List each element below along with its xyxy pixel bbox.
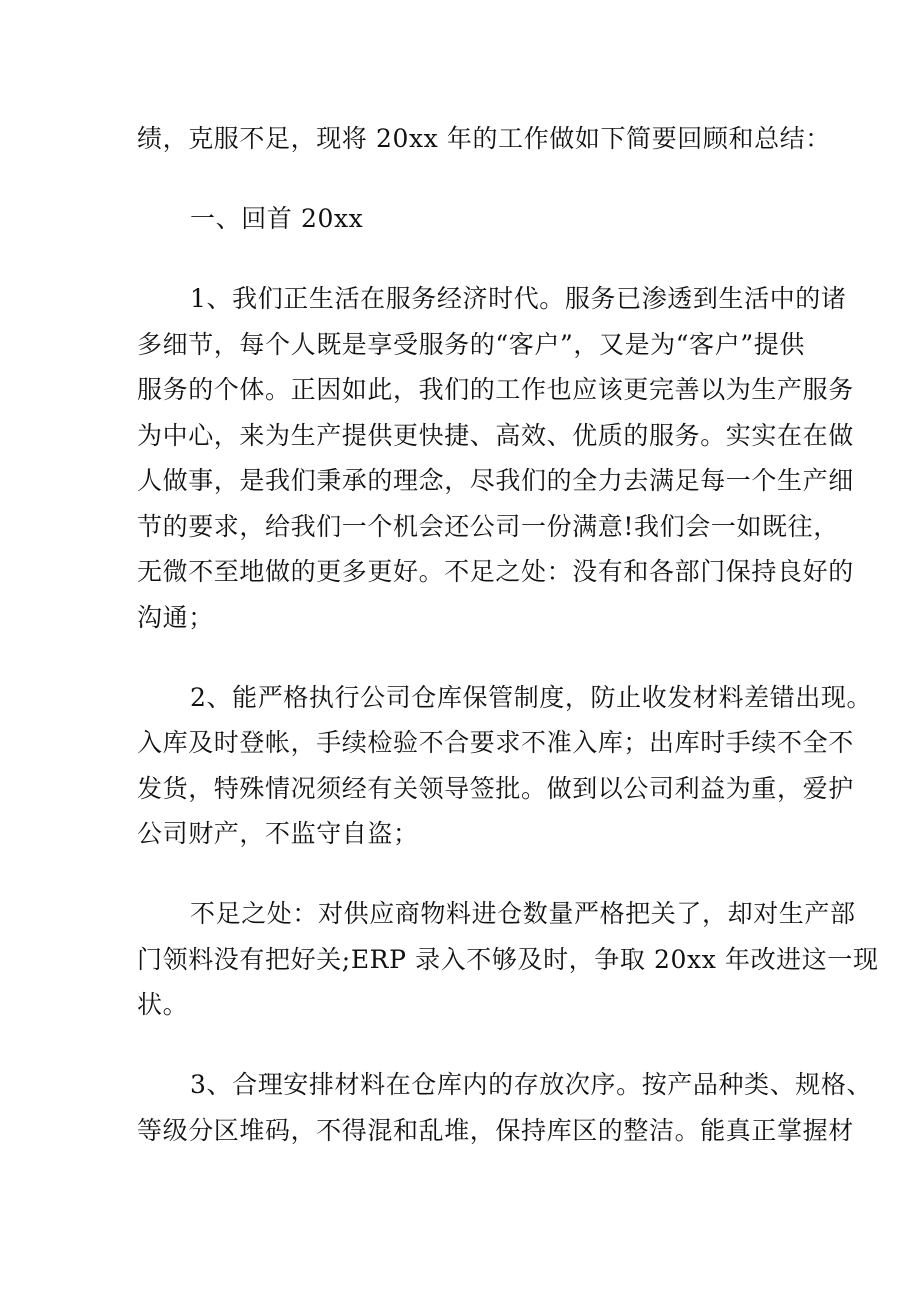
text-line: 门领料没有把好关;ERP 录入不够及时，争取 20xx 年改进这一现 xyxy=(137,945,879,974)
text-line: 1、我们正生活在服务经济时代。服务已渗透到生活中的诸 xyxy=(190,284,847,313)
text-line: 状。 xyxy=(137,990,189,1019)
section-heading: 一、回首 20xx xyxy=(190,204,364,233)
text-line: 绩，克服不足，现将 20xx 年的工作做如下简要回顾和总结： xyxy=(137,124,831,153)
text-line: 3、合理安排材料在仓库内的存放次序。按产品种类、规格、 xyxy=(190,1070,873,1099)
text-line: 入库及时登帐，手续检验不合要求不准入库；出库时手续不全不 xyxy=(137,728,854,757)
text-line: 节的要求，给我们一个机会还公司一份满意!我们会一如既往， xyxy=(137,512,839,541)
text-line: 人做事，是我们秉承的理念，尽我们的全力去满足每一个生产细 xyxy=(137,466,854,495)
text-line: 公司财产，不监守自盗； xyxy=(137,819,419,848)
text-line: 多细节，每个人既是享受服务的“客户”，又是为“客户”提供 xyxy=(137,330,805,359)
text-line: 发货，特殊情况须经有关领导签批。做到以公司利益为重，爱护 xyxy=(137,774,854,803)
text-line: 不足之处：对供应商物料进仓数量严格把关了，却对生产部 xyxy=(190,899,856,928)
text-line: 服务的个体。正因如此，我们的工作也应该更完善以为生产服务 xyxy=(137,375,854,404)
text-line: 无微不至地做的更多更好。不足之处：没有和各部门保持良好的 xyxy=(137,557,854,586)
text-line: 为中心，来为生产提供更快捷、高效、优质的服务。实实在在做 xyxy=(137,421,854,450)
text-line: 等级分区堆码，不得混和乱堆，保持库区的整洁。能真正掌握材 xyxy=(137,1116,854,1145)
text-line: 沟通； xyxy=(137,603,214,632)
text-line: 2、能严格执行公司仓库保管制度，防止收发材料差错出现。 xyxy=(190,683,873,712)
